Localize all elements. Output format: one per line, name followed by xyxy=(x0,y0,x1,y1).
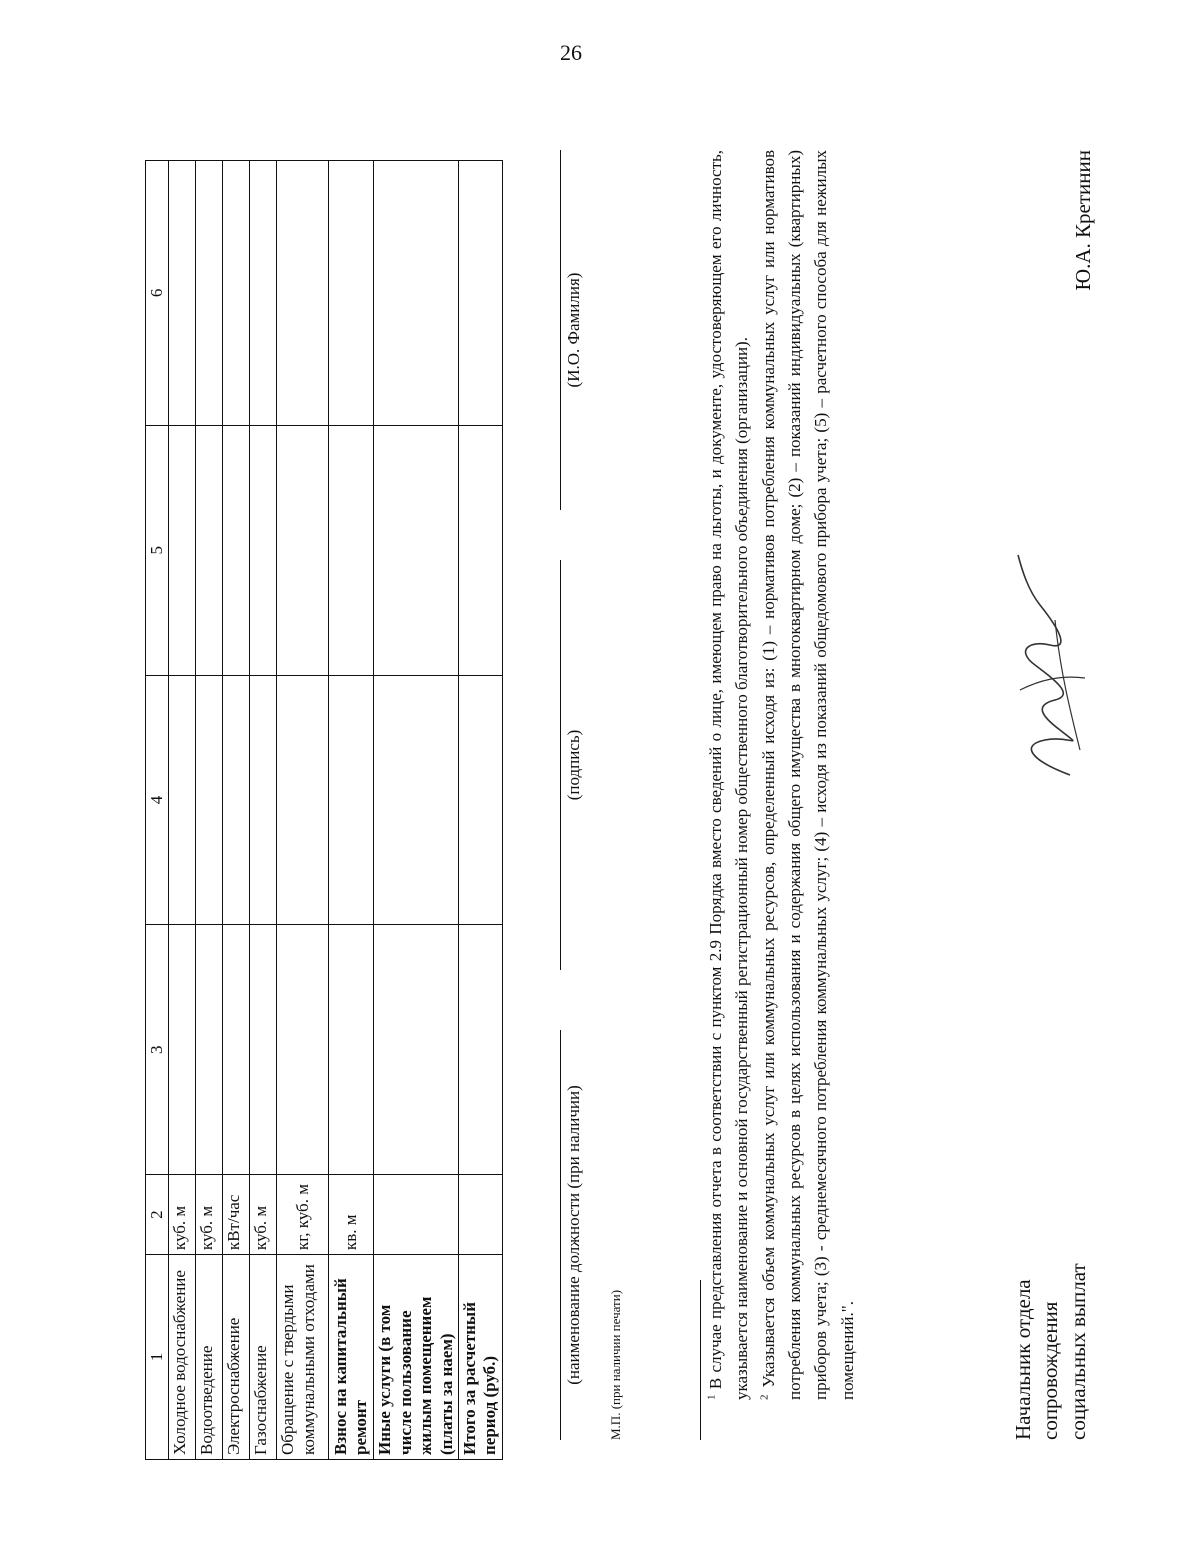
service-unit: куб. м xyxy=(250,1175,277,1255)
header-cell: 3 xyxy=(146,925,169,1175)
table-row xyxy=(277,161,329,1460)
footnote-2-text: Указывается объем коммунальных услуг или коммунальных ресурсов, определенный исходя из: (1) – нормативов потребления коммунальных услуг или нормативов потребления коммунальных ресурсов в целях использования и содержания общего имущества в многоквартирном доме; (2) – показаний индивидуальных (квартирных) приборов учета; (3) - среднемесячного потребления коммунальных услуг; (4) – исходя из показаний общедомового прибора учета; (5) – расчетного способа для нежилых помещений.". xyxy=(758,149,857,1400)
table-row-total xyxy=(458,161,502,1460)
table-row xyxy=(169,161,196,1460)
footnote-1-text: В случае представления отчета в соответствии с пунктом 2.9 Порядка вместо сведений о лице, имеющем право на льготы, и документе, удостоверяющем его личность, указывается наименование и основной государственный регистрационный номер общественного благотворительного объединения (организации). xyxy=(706,149,752,1400)
table-header-row xyxy=(146,161,169,1460)
service-name: Газоснабжение xyxy=(250,1255,277,1460)
signer-title xyxy=(1010,1263,1092,1440)
table-row xyxy=(223,161,250,1460)
signer-title-line: сопровождения xyxy=(1038,1301,1063,1440)
service-unit: куб. м xyxy=(169,1175,196,1255)
total-label: Итого за расчетный период (руб.) xyxy=(458,1255,502,1460)
footnote-2 xyxy=(756,150,861,1440)
signer-name: Ю.А. Кретинин xyxy=(1071,150,1095,291)
service-unit: кВт/час xyxy=(223,1175,250,1255)
footnote-2-mark: 2 xyxy=(758,1394,771,1400)
service-name: Холодное водоснабжение xyxy=(169,1255,196,1460)
service-unit: кг, куб. м xyxy=(277,1175,329,1255)
service-name: Иные услуги (в том числе пользование жилым помещением (платы за наем) xyxy=(374,1255,459,1460)
header-cell: 1 xyxy=(146,1255,169,1460)
service-unit: куб. м xyxy=(196,1175,223,1255)
table-row xyxy=(374,161,459,1460)
signature-line xyxy=(560,560,561,970)
service-name: Электроснабжение xyxy=(223,1255,250,1460)
service-name: Обращение с твердыми коммунальными отходами xyxy=(277,1255,329,1460)
header-cell: 5 xyxy=(146,425,169,675)
service-unit: кв. м xyxy=(329,1175,374,1255)
rotated-content xyxy=(145,100,1145,1480)
footnote-1-mark: 1 xyxy=(705,1394,718,1400)
header-cell: 6 xyxy=(146,161,169,426)
page-number: 26 xyxy=(560,40,582,65)
signature-caption: (подпись) xyxy=(564,729,583,801)
table-row xyxy=(250,161,277,1460)
table-row xyxy=(329,161,374,1460)
footnote-rule xyxy=(700,1280,701,1440)
signer-title-line: социальных выплат xyxy=(1065,1263,1090,1440)
signature-fields xyxy=(560,150,680,1440)
position-line xyxy=(560,1030,561,1440)
name-line xyxy=(560,150,561,510)
header-cell: 4 xyxy=(146,675,169,925)
footnote-1 xyxy=(703,150,756,1440)
service-name: Водоотведение xyxy=(196,1255,223,1460)
signer-title-line: Начальник отдела xyxy=(1011,1279,1035,1440)
name-caption: (И.О. Фамилия) xyxy=(564,272,583,388)
handwritten-signature xyxy=(1000,540,1100,790)
table-row xyxy=(196,161,223,1460)
footnotes xyxy=(700,150,861,1440)
position-caption: (наименование должности (при наличии) xyxy=(564,1085,583,1385)
services-table xyxy=(145,160,503,1460)
stamp-note: М.П. (при наличии печати) xyxy=(608,1289,623,1440)
header-cell: 2 xyxy=(146,1175,169,1255)
service-name: Взнос на капитальный ремонт xyxy=(329,1255,374,1460)
signer-block xyxy=(1010,150,1120,1440)
